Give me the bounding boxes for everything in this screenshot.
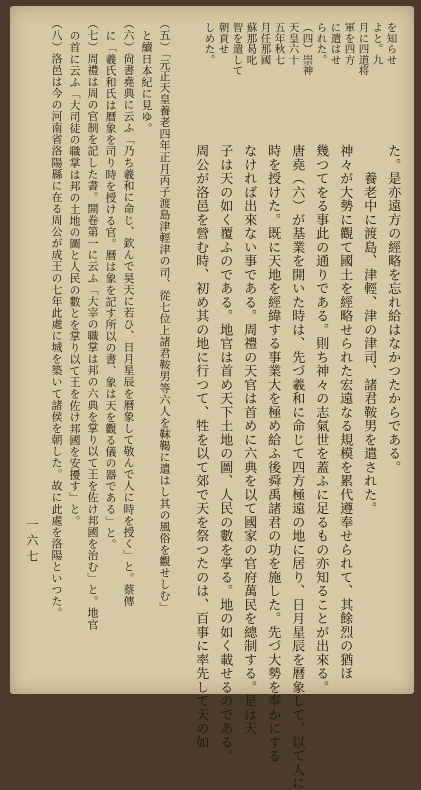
- main-column: 養老中に渡島、津輕、津の津司、諸君鞍男を遣された。: [361, 144, 377, 516]
- top-column: （四）崇神: [301, 22, 314, 76]
- main-column: 唐堯（六）が基業を開いた時は、先づ羲和に命じて四方極遠の地に居り、日月星辰を曆象して、以て人に: [289, 144, 305, 790]
- note-column: （五）「元正天皇養老四年正月丙子渡島津輕津の司、從七位上諸君鞍男等六人を靺鞨に遣はし其の風俗を觀せしむ」: [158, 18, 171, 614]
- top-column: を知らせ: [385, 22, 398, 65]
- main-column: 子は天の如く覆ふのである。地官は首め天下土地の圖、人民の數を掌る。地の如く載せるのである。: [217, 144, 233, 763]
- book-page: [10, 6, 414, 790]
- main-column: 時を授けた。既に天地を經緯する事業大を極め給ふ後舜禹諸君の功を施した。先づ大勢を奉かにする: [265, 144, 281, 763]
- top-column: 月任那國: [259, 22, 272, 65]
- main-column: 周公が洛邑を營む時、初め其の地に行つて、牲を以て郊で天を祭つたのは、百事に率先して天の如: [193, 144, 209, 749]
- note-column: （七）周禮は周の官制を記した書。開卷第一に云ふ「大宰の職掌は邦の六典を掌り以て王を佐け邦國を治む」と。地官: [86, 18, 99, 631]
- page-number: 一六七: [25, 518, 39, 566]
- top-column: 蘇那曷叱: [245, 22, 258, 65]
- main-column: た。是亦遠方の經略を忘れ給はなかつたからである。: [385, 144, 401, 474]
- footnotes: [10, 6, 414, 694]
- main-column: なければ出來ない事である。周禮の天官は首めに六典を以て國家の官府萬民を總制する。是は天: [241, 144, 257, 736]
- top-column: 朝貢せ: [217, 22, 230, 55]
- note-column: （六）尙書堯典に云ふ「乃ち羲和に命じ、欽んで昊天に若ひ、日月星辰を曆象して敬んで人に時を授く」と。蔡傳: [122, 18, 135, 608]
- top-column: られた。: [315, 22, 328, 65]
- top-column: 智を遣して: [231, 22, 244, 76]
- top-column: しめた。: [203, 22, 216, 65]
- note-column: （八）洛邑は今の河南省洛陽縣に在る周公が成王の七年此處に城を築いて諸侯を朝した。故に此處を洛陽といつた。: [50, 18, 63, 619]
- note-column: の首に云ふ「大司徒の職掌は邦の土地の圖と人民の數とを掌り以て王を佐け邦國を安擾す」と。: [68, 30, 81, 527]
- top-column: 天皇六十: [287, 22, 300, 65]
- top-column: に遣はせ: [329, 22, 342, 65]
- main-column: 幾つてをる事此の通りである。則ち神々の志氣世を蓋ふに足るもの亦知ることが出來る。: [313, 144, 329, 694]
- top-column: 月に四道将: [357, 22, 370, 76]
- main-column: 神々が大勢に觀て國土を經略せられた宏遠なる規模を累代遵奉せられて、其餘烈の猶ほ: [337, 144, 353, 681]
- top-column: 軍を四方: [343, 22, 356, 65]
- note-column: と續日本紀に見ゆ。: [140, 30, 153, 134]
- top-column: 五年秋七: [273, 22, 286, 65]
- top-column: よと。九: [371, 22, 384, 65]
- note-column: に「羲氏和氏は曆象を司り時を授ける官。曆は象を記す所以の書、象は天を觀る儀の器である」と。: [104, 30, 117, 550]
